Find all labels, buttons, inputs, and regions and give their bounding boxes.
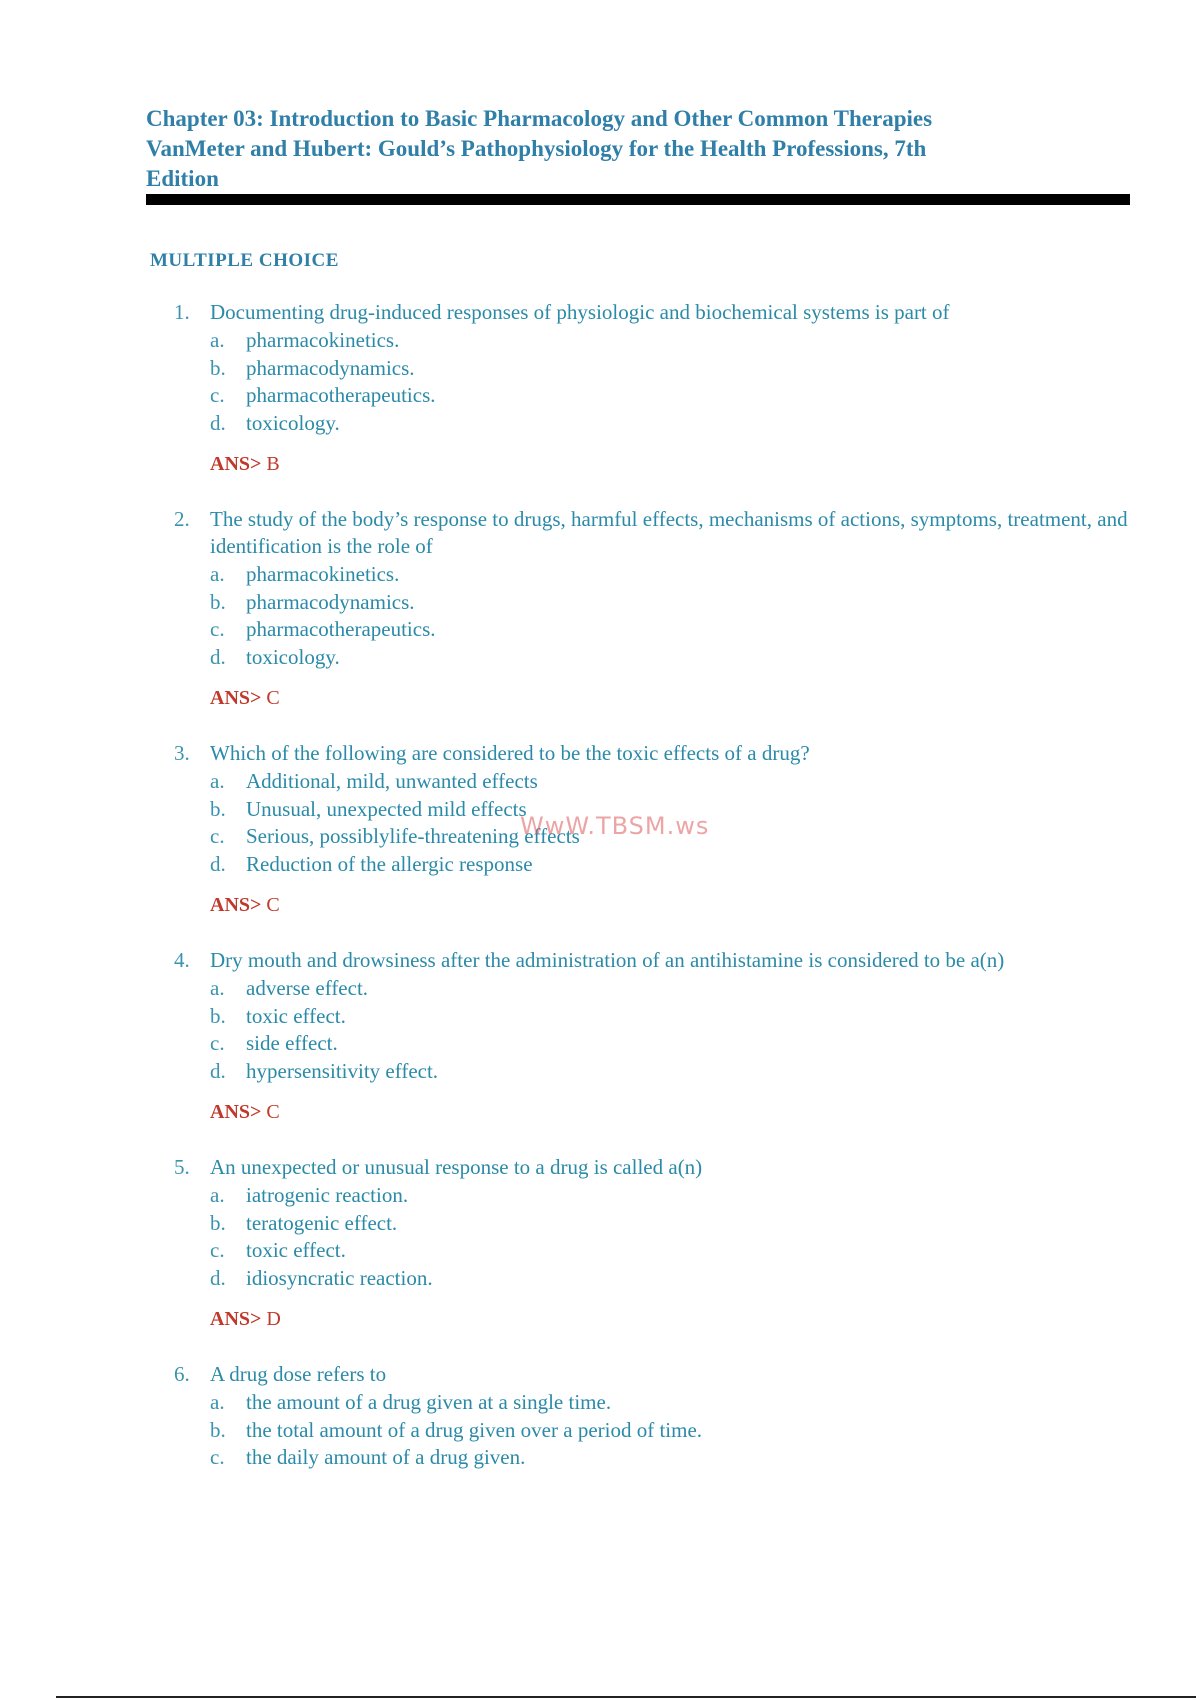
option-letter: a.: [210, 1183, 225, 1207]
header-rule: [146, 194, 1130, 205]
option-b: [210, 1003, 1134, 1031]
answer-label: ANS>: [210, 1308, 262, 1330]
option-a: [210, 975, 1134, 1003]
option-text: pharmacokinetics.: [246, 562, 400, 586]
option-letter: c.: [210, 383, 225, 407]
question-number: 3.: [174, 741, 190, 765]
option-list: [210, 975, 1134, 1085]
question-6: [174, 1361, 1134, 1472]
answer: [210, 1099, 1134, 1125]
answer-label: ANS>: [210, 687, 262, 709]
option-list: [210, 327, 1134, 437]
option-text: the total amount of a drug given over a period of time.: [246, 1417, 703, 1442]
question-number: 6.: [174, 1362, 190, 1386]
option-text: pharmacodynamics.: [246, 589, 415, 614]
question-text: A drug dose refers to: [210, 1362, 387, 1386]
option-list: [210, 1389, 1134, 1472]
question-number: 1.: [174, 300, 190, 324]
option-letter: b.: [210, 1003, 226, 1028]
option-d: [210, 1265, 1134, 1293]
option-d: [210, 410, 1134, 438]
option-b: [210, 1417, 1134, 1445]
option-letter: d.: [210, 851, 226, 876]
option-letter: d.: [210, 644, 226, 669]
watermark: WwW.TBSM.ws: [520, 812, 710, 840]
option-letter: d.: [210, 1058, 226, 1083]
answer-value: B: [266, 453, 280, 475]
option-text: idiosyncratic reaction.: [246, 1265, 433, 1290]
option-text: pharmacotherapeutics.: [246, 383, 436, 407]
book-edition: Edition: [146, 166, 219, 191]
question-number: 4.: [174, 948, 190, 972]
option-letter: d.: [210, 410, 226, 435]
option-letter: a.: [210, 976, 225, 1000]
option-d: [210, 644, 1134, 672]
option-d: [210, 1058, 1134, 1086]
option-letter: b.: [210, 1417, 226, 1442]
chapter-title: Chapter 03: Introduction to Basic Pharmacology and Other Common Therapies: [146, 106, 933, 131]
option-text: side effect.: [246, 1031, 338, 1055]
answer: [210, 685, 1134, 711]
option-letter: b.: [210, 1210, 226, 1235]
option-list: [210, 561, 1134, 671]
question-number: 5.: [174, 1155, 190, 1179]
option-letter: d.: [210, 1265, 226, 1290]
option-letter: b.: [210, 589, 226, 614]
question-1: [174, 299, 1134, 477]
option-a: [210, 327, 1134, 355]
option-text: Reduction of the allergic response: [246, 851, 533, 876]
answer-value: D: [266, 1308, 281, 1330]
option-letter: a.: [210, 328, 225, 352]
option-b: [210, 589, 1134, 617]
option-c: [210, 1444, 1134, 1472]
option-text: the daily amount of a drug given.: [246, 1445, 526, 1469]
question-text: Which of the following are considered to be the toxic effects of a drug?: [210, 741, 810, 765]
answer-value: C: [266, 1101, 280, 1123]
question-5: [174, 1154, 1134, 1332]
answer-label: ANS>: [210, 453, 262, 475]
option-letter: c.: [210, 617, 225, 641]
answer: [210, 892, 1134, 918]
option-letter: c.: [210, 1445, 225, 1469]
option-text: toxic effect.: [246, 1238, 346, 1262]
option-a: [210, 768, 1134, 796]
question-2: [174, 506, 1134, 711]
option-text: toxic effect.: [246, 1003, 346, 1028]
option-text: teratogenic effect.: [246, 1210, 398, 1235]
option-a: [210, 1182, 1134, 1210]
option-text: the amount of a drug given at a single time.: [246, 1390, 612, 1414]
option-text: pharmacokinetics.: [246, 328, 400, 352]
option-c: [210, 382, 1134, 410]
question-text: Dry mouth and drowsiness after the administration of an antihistamine is considered to be a(n): [210, 948, 1005, 972]
question-text: Documenting drug-induced responses of physiologic and biochemical systems is part of: [210, 300, 950, 324]
option-b: [210, 1210, 1134, 1238]
answer-value: C: [266, 687, 280, 709]
footer-rule: [56, 1696, 1196, 1698]
option-text: Additional, mild, unwanted effects: [246, 769, 538, 793]
option-c: [210, 616, 1134, 644]
option-text: pharmacotherapeutics.: [246, 617, 436, 641]
option-letter: c.: [210, 1031, 225, 1055]
option-text: adverse effect.: [246, 976, 369, 1000]
book-title: VanMeter and Hubert: Gould’s Pathophysiology for the Health Professions, 7th: [146, 136, 927, 161]
option-letter: a.: [210, 769, 225, 793]
answer: [210, 1306, 1134, 1332]
option-c: [210, 1237, 1134, 1265]
document-header: [146, 104, 1126, 194]
option-text: pharmacodynamics.: [246, 355, 415, 380]
option-text: iatrogenic reaction.: [246, 1183, 409, 1207]
option-d: [210, 851, 1134, 879]
answer-label: ANS>: [210, 894, 262, 916]
answer-label: ANS>: [210, 1101, 262, 1123]
option-text: Unusual, unexpected mild effects: [246, 796, 527, 821]
option-text: hypersensitivity effect.: [246, 1058, 439, 1083]
option-letter: c.: [210, 1238, 225, 1262]
section-label: MULTIPLE CHOICE: [150, 250, 339, 271]
answer: [210, 451, 1134, 477]
question-text: An unexpected or unusual response to a drug is called a(n): [210, 1155, 703, 1179]
option-letter: a.: [210, 562, 225, 586]
option-text: toxicology.: [246, 644, 340, 669]
option-letter: a.: [210, 1390, 225, 1414]
option-b: [210, 355, 1134, 383]
option-a: [210, 1389, 1134, 1417]
option-letter: b.: [210, 796, 226, 821]
option-text: toxicology.: [246, 410, 340, 435]
option-letter: b.: [210, 355, 226, 380]
question-number: 2.: [174, 507, 190, 531]
option-a: [210, 561, 1134, 589]
option-text: Serious, possiblylife-threatening effects: [246, 824, 580, 848]
answer-value: C: [266, 894, 280, 916]
option-letter: c.: [210, 824, 225, 848]
option-list: [210, 1182, 1134, 1292]
question-text: The study of the body’s response to drugs, harmful effects, mechanisms of actions, symptoms, treatment, and identification is the role of: [210, 507, 1128, 558]
option-c: [210, 1030, 1134, 1058]
question-4: [174, 947, 1134, 1125]
